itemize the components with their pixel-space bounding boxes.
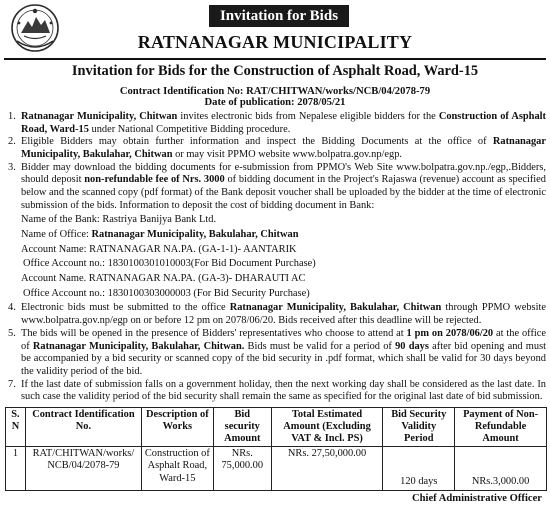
table-row [6,446,547,490]
clause-text: or may visit PPMO website www.bolpatra.gov.np/egp. [172,148,403,160]
clause-text: If the last date of submission falls on a government holiday, then the next working day shall be considered as the last date. In such case the validity period of the bid security shall remain the same as specified for the original last date of bid submission. [21,378,546,403]
cell-estimated-amount: NRs. 27,50,000.00 [271,446,383,490]
cell-payment: NRs.3,000.00 [455,446,547,490]
clause-text-bold: Ratnanagar Municipality, Bakulahar, Chitwan [21,136,546,160]
cell-bid-security: NRs. 75,000.00 [213,446,271,490]
clause-text: Bidder may download the bidding documents for e-submission from PPMO's Web Site www.bolpatra.gov.np./egp,.Bidders, should deposit [21,161,546,186]
clause-text-bold: Construction of Asphalt Road, Ward-15 [21,110,546,135]
clause-text-bold: 1 pm on 2078/06/20 [406,327,494,339]
clause-number: 5. [8,327,16,339]
clause-1 [4,111,546,136]
header-divider [4,58,546,60]
clause-text: Eligible Bidders may obtain further information and inspect the Bidding Documents at the office of [21,136,493,148]
account-1-number: Office Account no.: 1830100301010003(For Bid Document Purchase) [23,258,316,270]
cell-sn: 1 [6,446,26,490]
publication-date-line: Date of publication: 2078/05/21 [204,97,346,109]
clause-list [4,111,546,213]
clause-3 [4,162,546,213]
clause-text-bold: Ratnanagar Municipality, Bakulahar, Chitwan [229,302,442,314]
clause-text: through PPMO website www.bolpatra.gov.np/egp on or before 12 pm on 2078/06/20. Bids received after this deadline will be rejected. [21,302,546,327]
table-header-row [6,407,547,446]
bank-details [4,214,546,300]
clause-text-bold: non-refundable fee of Nrs. 3000 [84,174,225,186]
bank-office [21,229,546,242]
invitation-banner: Invitation for Bids [209,5,349,27]
clause-text-bold: 90 days [395,340,429,352]
clause-text: of bidding document in the Project's Rajaswa (revenue) account as specified below and the scanned copy (pdf format) of the Bank deposit voucher shall be uploaded by the bidder at the time of electronic submission of the bids. Information to deposit the cost of bidding document in Bank: [21,174,546,211]
column-header: Description of Works [141,407,213,446]
clause-number: 1. [8,110,16,122]
bid-details-table [5,407,547,491]
column-header: Bid security Amount [213,407,271,446]
clause-7 [4,379,546,404]
clause-text: invites electronic bids from Nepalese eligible bidders for the [177,110,439,122]
clause-number: 4. [8,302,16,314]
column-header: S. N [6,407,26,446]
column-header: Payment of Non-Refundable Amount [455,407,547,446]
clause-text: under National Competitive Bidding procedure. [88,123,291,135]
account-2-name: Account Name. RATNANAGAR NA.PA. (GA-3)- DHARAUTI AC [21,273,306,285]
column-header: Bid Security Validity Period [383,407,455,446]
clause-5 [4,328,546,379]
clause-text-bold: Ratnanagar Municipality, Bakulahar, Chitwan. [32,340,245,352]
contract-id-line: Contract Identification No: RAT/CHITWAN/works/NCB/04/2078-79 [119,85,431,97]
signature-line: Chief Administrative Officer [411,492,542,504]
clause-number: 2. [8,136,16,148]
account-2-number: Office Account no.: 1830100303000003 (For Bid Security Purchase) [23,287,310,299]
column-header: Contract Identification No. [25,407,141,446]
account-1-name: Account Name: RATNANAGAR NA.PA. (GA-1-1)- AANTARIK [21,243,297,255]
column-header: Total Estimated Amount (Excluding VAT & Incl. PS) [271,407,383,446]
clause-number: 3. [8,161,16,173]
contract-identification [4,86,546,109]
clause-text: at the office of [21,327,547,352]
clause-text: Electronic bids must be submitted to the office [21,302,230,314]
bank-name: Name of the Bank: Rastriya Banijya Bank Ltd. [21,214,217,226]
clause-4 [4,302,546,327]
cell-validity: 120 days [383,446,455,490]
cell-description: Construction of Asphalt Road, Ward-15 [141,446,213,490]
clause-list-continued [4,302,546,404]
clause-text: The bids will be opened in the presence of Bidders' representatives who choose to attend at [21,327,407,339]
clause-2 [4,136,546,161]
cell-contract-id: RAT/CHITWAN/works/ NCB/04/2078-79 [25,446,141,490]
bank-office-label: Name of Office: [21,229,92,241]
clause-text: Bids must be valid for a period of [244,340,396,352]
clause-text: after bid opening and must be accompanied by a bid security or scanned copy of the bid security in .pdf format, which shall be valid for 30 days beyond the validity period of the bid. [21,340,547,377]
notice-header [4,3,546,57]
municipality-name: RATNANAGAR MUNICIPALITY [137,32,413,52]
clause-text-bold: Ratnanagar Municipality, Chitwan [21,110,178,122]
clause-number: 7. [8,378,16,390]
notice-title: Invitation for Bids for the Construction of Asphalt Road, Ward-15 [71,63,479,79]
bank-office-value: Ratnanagar Municipality, Bakulahar, Chitwan [91,229,299,241]
